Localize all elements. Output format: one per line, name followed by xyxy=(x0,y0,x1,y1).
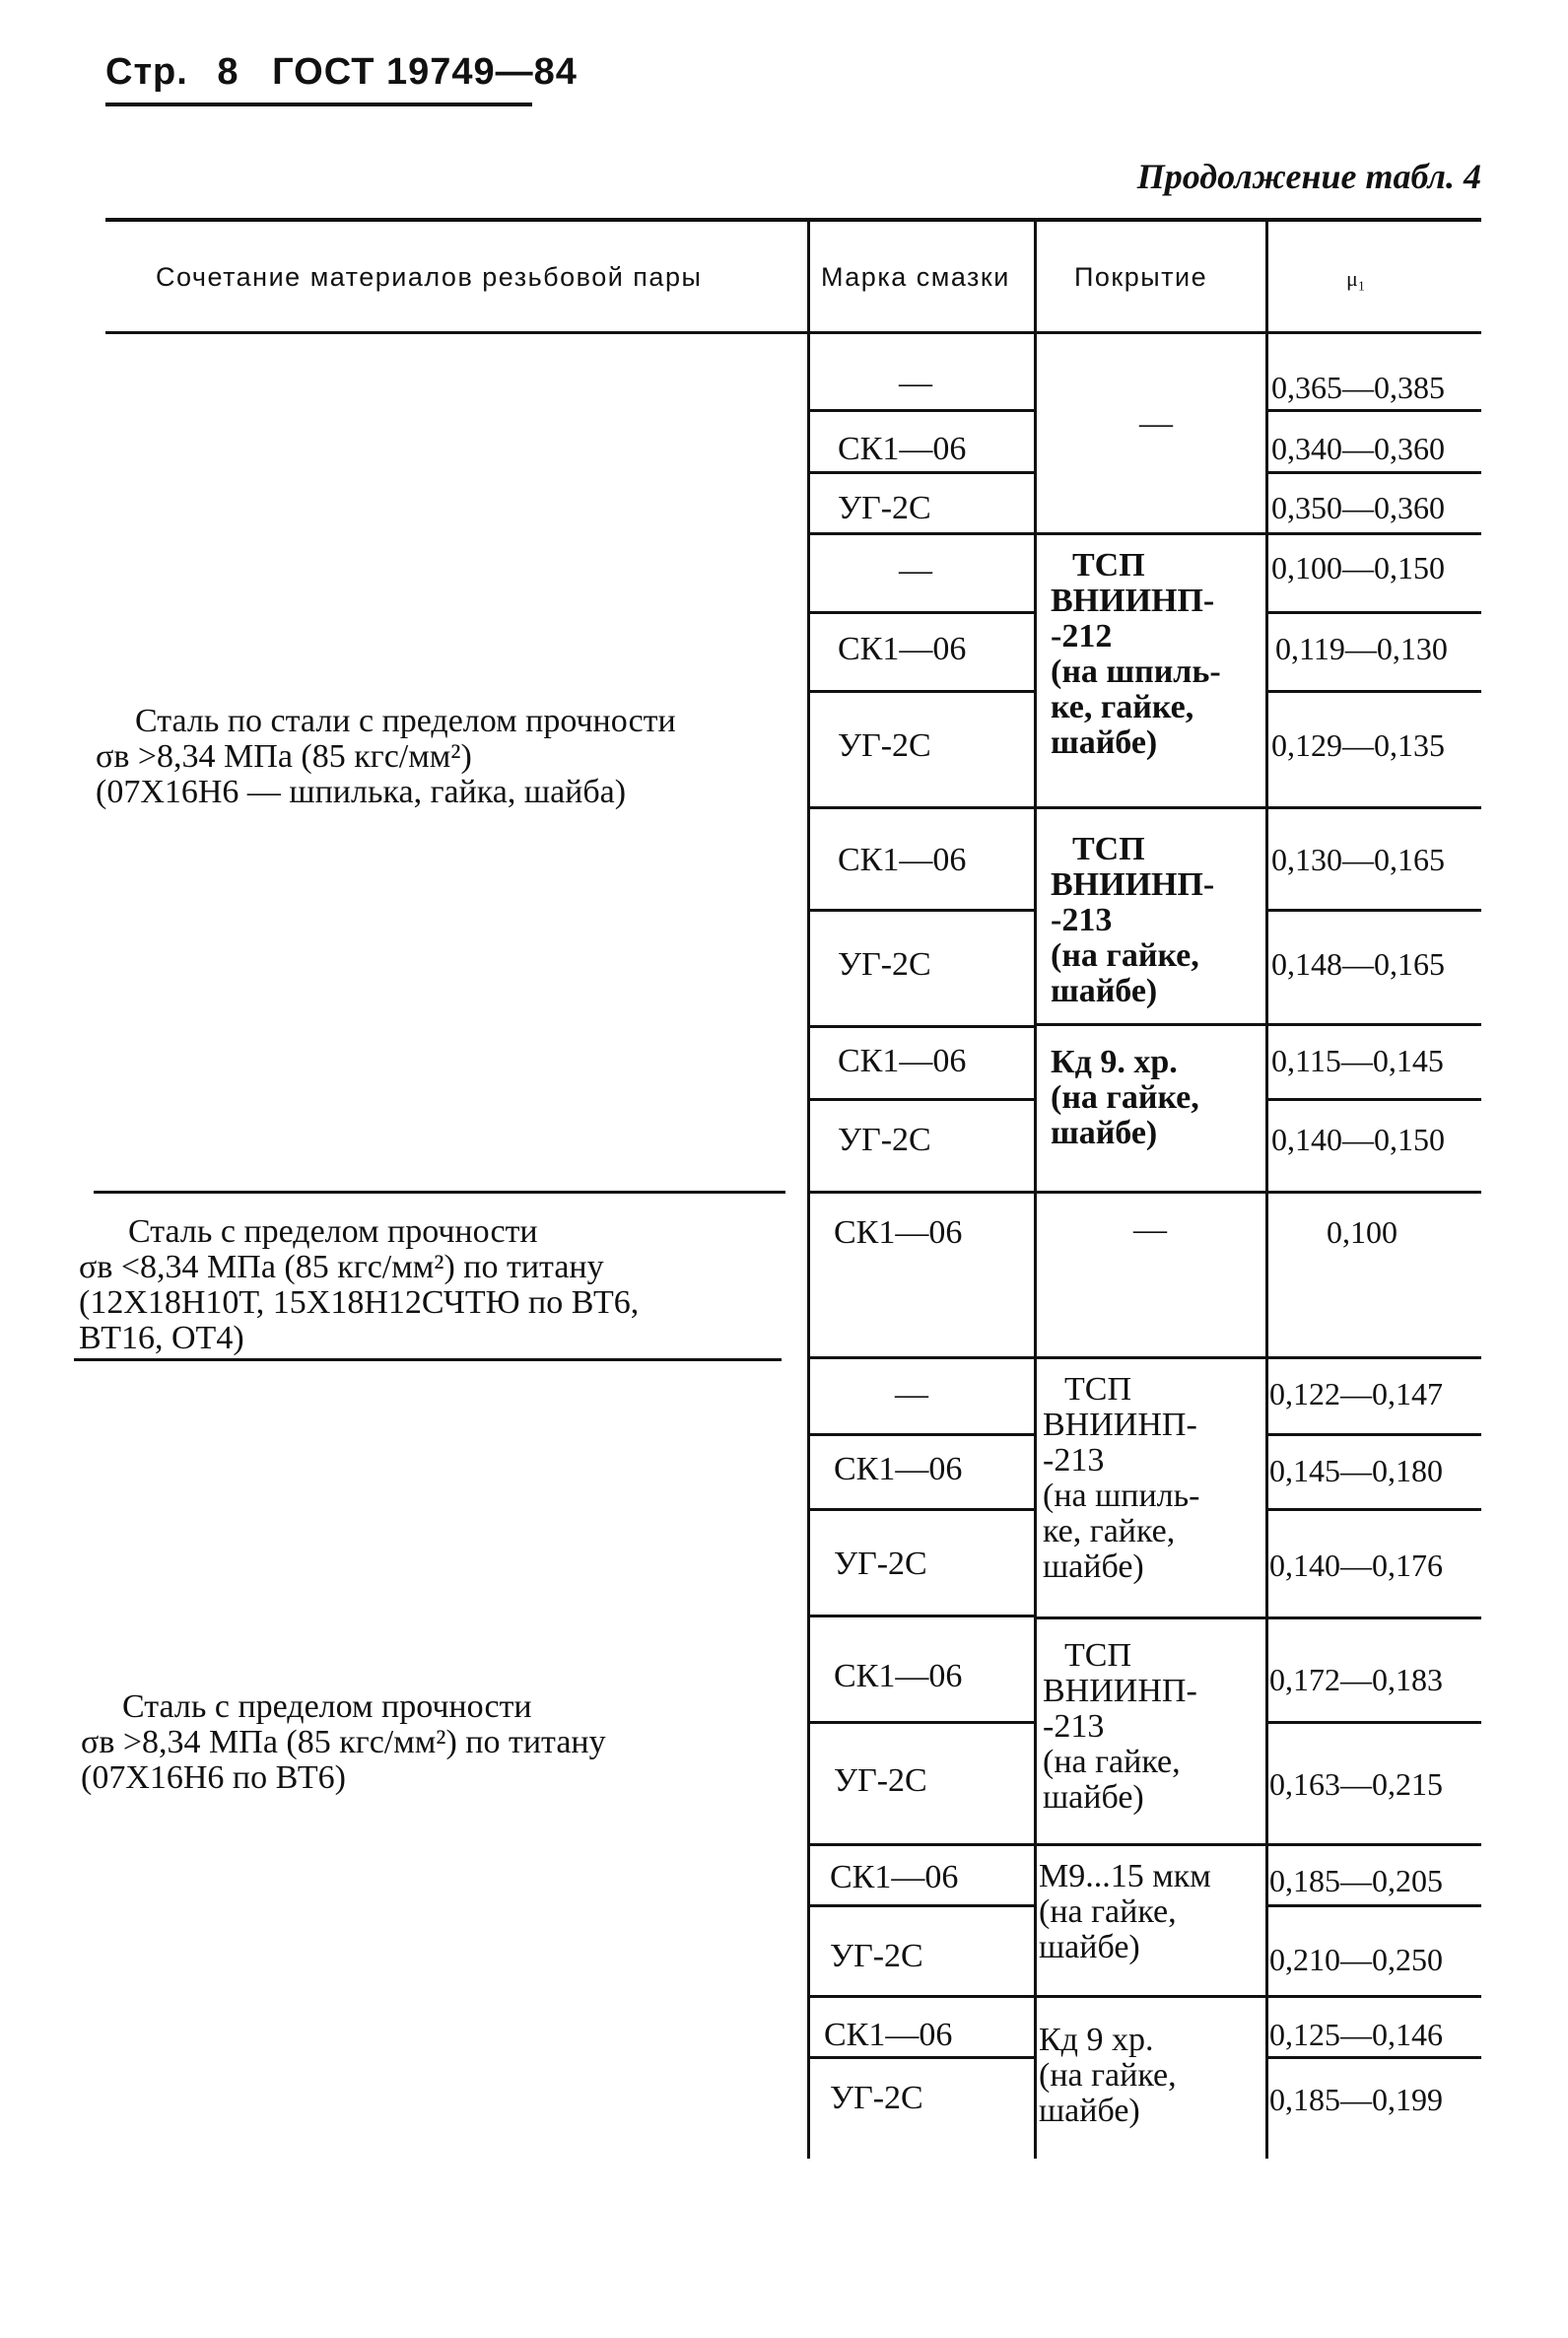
coating-line: шайбе) xyxy=(1043,1548,1144,1585)
grease-row-rule xyxy=(810,909,1034,912)
mu-row-rule xyxy=(1268,1904,1481,1907)
coating-line: Кд 9. хр. xyxy=(1051,1044,1178,1080)
material-line: σв >8,34 МПа (85 кгс/мм²) по титану xyxy=(81,1724,606,1760)
coating-row-rule xyxy=(1037,1616,1265,1619)
mu-value: 0,163—0,215 xyxy=(1269,1766,1443,1802)
grease-cell: — xyxy=(899,365,932,401)
coating-row-rule xyxy=(1037,806,1265,809)
grease-row-rule xyxy=(810,611,1034,614)
coating-line: (на гайке, xyxy=(1043,1744,1181,1780)
header-underline xyxy=(105,103,532,106)
mu-value: 0,172—0,183 xyxy=(1269,1662,1443,1697)
mu-value: 0,340—0,360 xyxy=(1271,431,1445,466)
coating-cell xyxy=(1139,406,1173,442)
coating-line: шайбе) xyxy=(1051,1115,1158,1151)
grease-cell: — xyxy=(899,552,932,588)
grease-cell: СК1—06 xyxy=(838,631,967,667)
mu-row-rule xyxy=(1268,806,1481,809)
grease-cell: УГ-2С xyxy=(830,2080,923,2116)
coating-line: (на шпиль- xyxy=(1043,1478,1200,1514)
grease-row-rule xyxy=(810,1191,1034,1194)
grease-row-rule xyxy=(810,2056,1034,2059)
mu-value: 0,140—0,150 xyxy=(1271,1122,1445,1157)
coating-line: ВНИИНП- xyxy=(1043,1673,1197,1709)
mu-row-rule xyxy=(1268,1356,1481,1359)
material-line: (07Х16Н6 по ВТ6) xyxy=(81,1759,346,1796)
coating-cell xyxy=(1051,832,1214,1009)
continuation-label: Продолжение табл. 4 xyxy=(1136,157,1481,196)
grease-cell: — xyxy=(895,1376,928,1412)
material-line: σв >8,34 МПа (85 кгс/мм²) xyxy=(96,738,472,775)
grease-cell: СК1—06 xyxy=(838,842,967,878)
mu-row-rule xyxy=(1268,611,1481,614)
material-2 xyxy=(79,1214,639,1356)
coating-line: шайбе) xyxy=(1043,1779,1144,1816)
coating-line: -213 xyxy=(1051,902,1113,938)
col-header-grease: Марка смазки xyxy=(821,262,1010,292)
grease-row-rule xyxy=(810,1904,1034,1907)
col-header-mu: μ₁ xyxy=(1346,266,1366,291)
coating-line: ке, гайке, xyxy=(1051,689,1194,725)
standard-number: ГОСТ 19749—84 xyxy=(272,51,578,93)
grease-cell: УГ-2С xyxy=(838,1122,931,1158)
mu-row-rule xyxy=(1268,1098,1481,1101)
coating-line: (на гайке, xyxy=(1051,1079,1199,1116)
coating-line: шайбе) xyxy=(1039,1929,1140,1965)
coating-cell xyxy=(1051,1045,1199,1151)
coating-line: шайбе) xyxy=(1039,2093,1140,2129)
coating-row-rule xyxy=(1037,1191,1265,1194)
grease-row-rule xyxy=(810,1995,1034,1998)
coating-line: ВНИИНП- xyxy=(1051,866,1215,903)
coating-line: (на шпиль- xyxy=(1051,653,1221,690)
coating-line: М9...15 мкм xyxy=(1039,1858,1211,1894)
mu-value: 0,350—0,360 xyxy=(1271,490,1445,525)
mu-row-rule xyxy=(1268,1616,1481,1619)
coating-line: -213 xyxy=(1043,1708,1105,1745)
mu-value: 0,115—0,145 xyxy=(1271,1043,1444,1078)
coating-line: (на гайке, xyxy=(1039,1893,1177,1930)
mu-value: 0,100—0,150 xyxy=(1271,550,1445,585)
coating-line: ке, гайке, xyxy=(1043,1513,1176,1549)
mu-value: 0,185—0,199 xyxy=(1269,2082,1443,2117)
coating-line: ВНИИНП- xyxy=(1043,1407,1197,1443)
coating-cell xyxy=(1051,548,1221,761)
grease-row-rule xyxy=(810,1721,1034,1724)
grease-cell: УГ-2С xyxy=(830,1938,923,1974)
coating-line: шайбе) xyxy=(1051,973,1158,1009)
mu-value: 0,119—0,130 xyxy=(1275,631,1448,666)
coating-line: (на гайке, xyxy=(1039,2057,1177,2094)
mu-value: 0,145—0,180 xyxy=(1269,1453,1443,1488)
grease-cell: СК1—06 xyxy=(838,431,967,467)
coating-line: -212 xyxy=(1051,618,1113,654)
material-line: Сталь по стали с пределом прочности xyxy=(135,703,676,739)
mu-value: 0,129—0,135 xyxy=(1271,727,1445,763)
mu-row-rule xyxy=(1268,532,1481,535)
grease-row-rule xyxy=(810,806,1034,809)
coating-line: шайбе) xyxy=(1051,724,1158,761)
grease-cell: УГ-2С xyxy=(838,946,931,983)
grease-row-rule xyxy=(810,1433,1034,1436)
page-label: Стр. xyxy=(105,51,188,93)
grease-row-rule xyxy=(810,1508,1034,1511)
grease-row-rule xyxy=(810,1025,1034,1028)
mu-row-rule xyxy=(1268,2056,1481,2059)
coating-cell xyxy=(1039,1859,1211,1965)
material-line: Сталь с пределом прочности xyxy=(128,1213,538,1250)
coating-line: (на гайке, xyxy=(1051,937,1199,974)
grease-cell: СК1—06 xyxy=(824,2017,953,2053)
coating-line: -213 xyxy=(1043,1442,1105,1478)
mu-value: 0,210—0,250 xyxy=(1269,1942,1443,1977)
mu-value: 0,140—0,176 xyxy=(1269,1547,1443,1583)
grease-cell: СК1—06 xyxy=(834,1451,963,1487)
coating-cell xyxy=(1039,2023,1177,2129)
mu-value: 0,125—0,146 xyxy=(1269,2017,1443,2052)
coating-line: ТСП xyxy=(1072,831,1145,867)
grease-row-rule xyxy=(810,1843,1034,1846)
col-header-material: Сочетание материалов резьбовой пары xyxy=(156,262,703,292)
coating-row-rule xyxy=(1037,532,1265,535)
coating-line: Кд 9 хр. xyxy=(1039,2022,1154,2058)
grease-cell: СК1—06 xyxy=(834,1214,963,1251)
material-divider-1 xyxy=(94,1191,785,1194)
mu-row-rule xyxy=(1268,1843,1481,1846)
coating-line: — xyxy=(1139,405,1173,442)
grease-row-rule xyxy=(810,532,1034,535)
coating-line: — xyxy=(1133,1211,1167,1248)
coating-row-rule xyxy=(1037,1023,1265,1026)
coating-line: ТСП xyxy=(1064,1371,1131,1408)
mu-value: 0,130—0,165 xyxy=(1271,842,1445,877)
col-header-coating: Покрытие xyxy=(1074,262,1208,292)
grease-row-rule xyxy=(810,1356,1034,1359)
table-top-rule xyxy=(105,218,1481,222)
mu-row-rule xyxy=(1268,1995,1481,1998)
coating-line: ВНИИНП- xyxy=(1051,583,1215,619)
header-bottom-rule xyxy=(105,331,1481,334)
mu-row-rule xyxy=(1268,1433,1481,1436)
material-line: σв <8,34 МПа (85 кгс/мм²) по титану xyxy=(79,1249,604,1285)
grease-row-rule xyxy=(810,471,1034,474)
coating-cell xyxy=(1043,1372,1199,1585)
mu-value: 0,365—0,385 xyxy=(1271,370,1445,405)
page-header xyxy=(105,51,578,94)
material-line: (12Х18Н10Т, 15Х18Н12СЧТЮ по ВТ6, xyxy=(79,1284,640,1321)
page-number: 8 xyxy=(217,51,239,93)
grease-row-rule xyxy=(810,690,1034,693)
mu-value: 0,185—0,205 xyxy=(1269,1863,1443,1898)
material-line: ВТ16, ОТ4) xyxy=(79,1320,244,1356)
grease-cell: УГ-2С xyxy=(838,490,931,526)
mu-value: 0,122—0,147 xyxy=(1269,1376,1443,1411)
mu-row-rule xyxy=(1268,1508,1481,1511)
mu-row-rule xyxy=(1268,471,1481,474)
grease-row-rule xyxy=(810,1615,1034,1617)
coating-line: ТСП xyxy=(1064,1637,1131,1674)
grease-cell: УГ-2С xyxy=(834,1762,927,1799)
grease-cell: УГ-2С xyxy=(834,1546,927,1582)
mu-value: 0,100 xyxy=(1327,1214,1398,1250)
material-3 xyxy=(81,1689,606,1796)
material-line: Сталь с пределом прочности xyxy=(122,1688,532,1725)
material-divider-2 xyxy=(74,1358,782,1361)
grease-cell: УГ-2С xyxy=(838,727,931,764)
coating-cell xyxy=(1133,1212,1167,1248)
material-1 xyxy=(96,704,676,810)
coating-row-rule xyxy=(1037,1356,1265,1359)
mu-row-rule xyxy=(1268,409,1481,412)
grease-cell: СК1—06 xyxy=(830,1859,959,1895)
grease-cell: СК1—06 xyxy=(838,1043,967,1079)
grease-cell: СК1—06 xyxy=(834,1658,963,1694)
grease-row-rule xyxy=(810,409,1034,412)
coating-row-rule xyxy=(1037,1995,1265,1998)
material-line: (07Х16Н6 — шпилька, гайка, шайба) xyxy=(96,774,627,810)
mu-row-rule xyxy=(1268,1023,1481,1026)
mu-value: 0,148—0,165 xyxy=(1271,946,1445,982)
mu-row-rule xyxy=(1268,1721,1481,1724)
mu-row-rule xyxy=(1268,1191,1481,1194)
mu-row-rule xyxy=(1268,909,1481,912)
coating-cell xyxy=(1043,1638,1197,1816)
coating-line: ТСП xyxy=(1072,547,1145,584)
grease-row-rule xyxy=(810,1098,1034,1101)
coating-row-rule xyxy=(1037,1843,1265,1846)
mu-row-rule xyxy=(1268,690,1481,693)
